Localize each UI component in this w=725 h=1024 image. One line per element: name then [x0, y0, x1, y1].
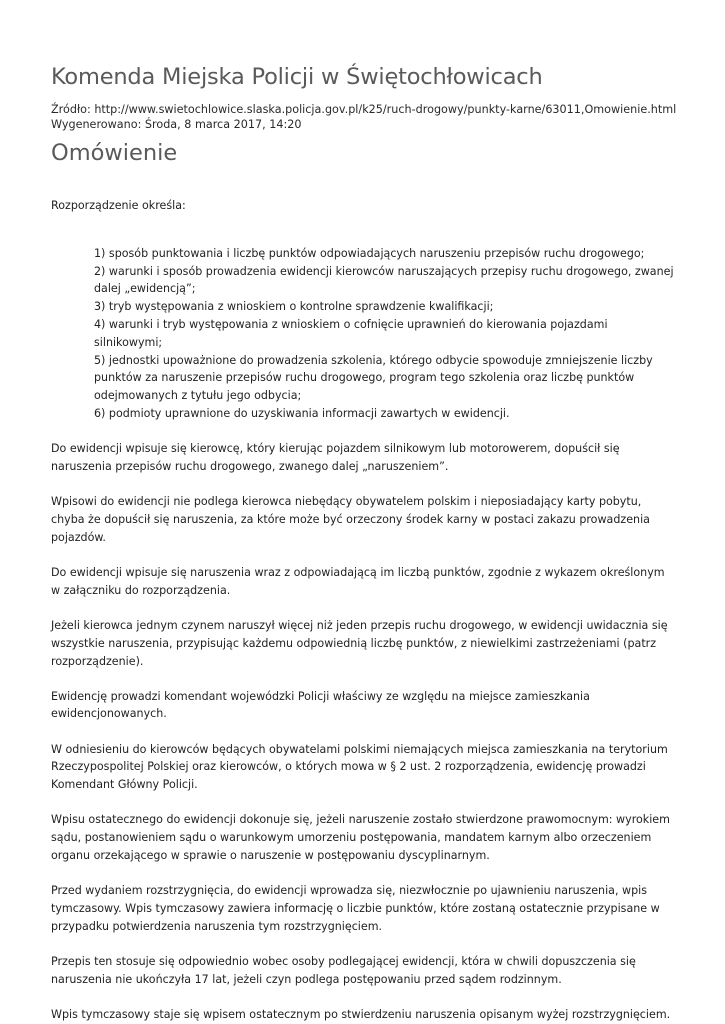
body-paragraph: Wpis tymczasowy staje się wpisem ostatecznym po stwierdzeniu naruszenia opisanym wyżej rozstrzygnięciem.	[51, 1008, 671, 1021]
article-title: Omówienie	[51, 140, 178, 166]
intro-paragraph: Rozporządzenie określa:	[51, 199, 186, 212]
body-paragraph: Jeżeli kierowca jednym czynem naruszył więcej niż jeden przepis ruchu drogowego, w ewidencji uwidacznia się wszystkie naruszenia, przypisując każdemu odpowiednią liczbę punktów, z niewielkimi zastrzeżeniami (patrz rozporządzenie).	[51, 618, 668, 668]
list-item: 3) tryb występowania z wnioskiem o kontrolne sprawdzenie kwalifikacji;	[94, 300, 494, 314]
body-paragraph: Wpisu ostatecznego do ewidencji dokonuje się, jeżeli naruszenie zostało stwierdzone prawomocnym: wyrokiem sądu, postanowieniem sądu o warunkowym umorzeniu postępowania, mandatem karnym albo orzeczeniem organu orzekającego w sprawie o naruszenie w postępowaniu dyscyplinarnym.	[51, 813, 670, 863]
list-item: 1) sposób punktowania i liczbę punktów odpowiadających naruszeniu przepisów ruchu drogowego;	[94, 246, 645, 260]
body-paragraph: W odniesieniu do kierowców będących obywatelami polskimi niemających miejsca zamieszkania na terytorium Rzeczypospolitej Polskiej oraz kierowców, o których mowa w § 2 ust. 2 rozporządzenia, ewidencję prowadzi Komendant Główny Policji.	[51, 742, 668, 792]
body-paragraph: Wpisowi do ewidencji nie podlega kierowca niebędący obywatelem polskim i nieposiadający karty pobytu, chyba że dopuścił się naruszenia, za które może być orzeczony środek karny w postaci zakazu prowadzenia pojazdów.	[51, 495, 650, 544]
article-content	[51, 197, 675, 1024]
scope-list	[94, 245, 675, 423]
list-item: 2) warunki i sposób prowadzenia ewidencji kierowców naruszających przepisy ruchu drogowego, zwanej dalej „ewidencją”;	[94, 264, 674, 296]
body-paragraph: Przepis ten stosuje się odpowiednio wobec osoby podlegającej ewidencji, która w chwili dopuszczenia się naruszenia nie ukończyła 17 lat, jeżeli czyn podlega postępowaniu przed sądem rodzinnym.	[51, 955, 636, 986]
body-paragraph: Do ewidencji wpisuje się kierowcę, który kierując pojazdem silnikowym lub motorowerem, dopuścił się naruszenia przepisów ruchu drogowego, zwanego dalej „naruszeniem”.	[51, 442, 620, 473]
body-paragraph: Ewidencję prowadzi komendant wojewódzki Policji właściwy ze względu na miejsce zamieszkania ewidencjonowanych.	[51, 689, 590, 721]
list-item: 6) podmioty uprawnione do uzyskiwania informacji zawartych w ewidencji.	[94, 406, 510, 420]
list-item: 5) jednostki upoważnione do prowadzenia szkolenia, którego odbycie spowoduje zmniejszenie liczby punktów za naruszenie przepisów ruchu drogowego, program tego szkolenia oraz liczbę punktów odejmowanych z tytułu jego odbycia;	[94, 353, 653, 403]
list-item: 4) warunki i tryb występowania z wnioskiem o cofnięcie uprawnień do kierowania pojazdami silnikowymi;	[94, 317, 608, 349]
site-title: Komenda Miejska Policji w Świętochłowicach	[51, 64, 543, 90]
source-line: Źródło: http://www.swietochlowice.slaska.policja.gov.pl/k25/ruch-drogowy/punkty-karne/63011,Omowienie.html	[51, 103, 677, 116]
generated-line: Wygenerowano: Środa, 8 marca 2017, 14:20	[51, 118, 302, 131]
body-paragraph: Przed wydaniem rozstrzygnięcia, do ewidencji wprowadza się, niezwłocznie po ujawnieniu naruszenia, wpis tymczasowy. Wpis tymczasowy zawiera informację o liczbie punktów, które zostaną ostatecznie przypisane w przypadku potwierdzenia naruszenia tym rozstrzygnięciem.	[51, 884, 660, 933]
body-paragraph: Do ewidencji wpisuje się naruszenia wraz z odpowiadającą im liczbą punktów, zgodnie z wykazem określonym w załączniku do rozporządzenia.	[51, 565, 665, 597]
document-meta	[51, 102, 675, 132]
document-page	[51, 58, 675, 1024]
